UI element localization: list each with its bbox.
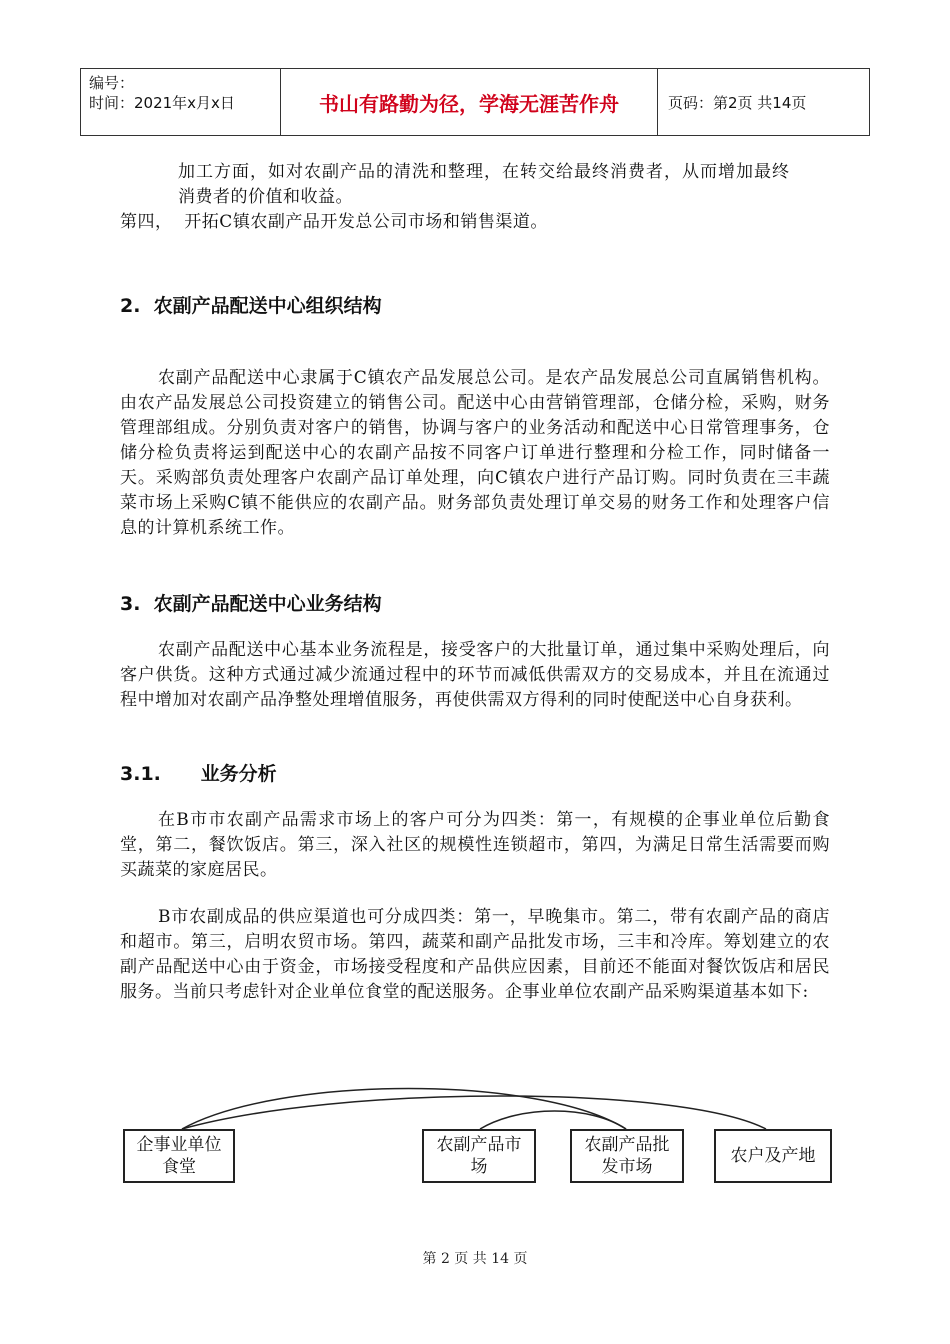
- page-footer: 第 2 页 共 14 页: [422, 1251, 528, 1267]
- section-3-1-title: 3.1. 业务分析: [120, 763, 277, 785]
- box-wholesale-market: 农副产品批 发市场: [570, 1129, 684, 1183]
- code-label: 编号：: [89, 74, 135, 92]
- arc-market-to-wholesale: [480, 1111, 626, 1129]
- document-body: [120, 160, 830, 1005]
- item-four: 第四， 开拓C镇农副产品开发总公司市场和销售渠道。: [120, 212, 548, 232]
- section-2-title: 2. 农副产品配送中心组织结构: [120, 295, 382, 317]
- box-produce-market: 农副产品市 场: [422, 1129, 536, 1183]
- continued-line-2: 消费者的价值和收益。: [178, 187, 353, 207]
- continued-item: [120, 160, 830, 210]
- section-3-1-para-1: 在B市市农副产品需求市场上的客户可分为四类：第一，有规模的企事业单位后勤食堂，第二，餐饮饭店。第三，深入社区的规模性连锁超市，第四，为满足日常生活需要而购买蔬菜的家庭居民。: [120, 810, 830, 880]
- continued-line-1: 加工方面，如对农副产品的清洗和整理，在转交给最终消费者，从而增加最终: [178, 162, 790, 182]
- header-motto: 书山有路勤为径，学海无涯苦作舟: [281, 69, 658, 135]
- time-label: 时间：2021年x月x日: [89, 94, 235, 112]
- section-3-1-para-2: B市农副成品的供应渠道也可分成四类：第一，早晚集市。第二，带有农副产品的商店和超市。第三，启明农贸市场。第四，蔬菜和副产品批发市场，三丰和冷库。筹划建立的农副产品配送中心由于资金，市场接受程度和产品供应因素，目前还不能面对餐饮饭店和居民服务。当前只考虑针对企业单位食堂的配送服务。企事业单位农副产品采购渠道基本如下:: [120, 907, 830, 1002]
- box-enterprise-canteen: 企事业单位 食堂: [123, 1129, 235, 1183]
- arc-canteen-to-wholesale: [182, 1089, 626, 1130]
- section-3-body: 农副产品配送中心基本业务流程是，接受客户的大批量订单，通过集中采购处理后，向客户供货。这种方式通过减少流通过程中的环节而减低供需双方的交易成本，并且在流通过程中增加对农副产品净整处理增值服务，再使供需双方得利的同时使配送中心自身获利。: [120, 640, 830, 710]
- header-meta: [81, 69, 281, 135]
- section-2-body: 农副产品配送中心隶属于C镇农产品发展总公司。是农产品发展总公司直属销售机构。由农产品发展总公司投资建立的销售公司。配送中心由营销管理部，仓储分检，采购，财务管理部组成。分别负责对客户的销售，协调与客户的业务活动和配送中心日常管理事务，仓储分检负责将运到配送中心的农副产品按不同客户订单进行整理和分检工作，同时储备一天。采购部负责处理客户农副产品订单处理，向C镇农户进行产品订购。同时负责在三丰蔬菜市场上采购C镇不能供应的农副产品。财务部负责处理订单交易的财务工作和处理客户信息的计算机系统工作。: [120, 368, 830, 538]
- page-header: [80, 68, 870, 136]
- header-page-info: 页码：第2页 共14页: [668, 93, 807, 112]
- section-3-title: 3. 农副产品配送中心业务结构: [120, 593, 382, 615]
- box-farmers-origin: 农户及产地: [714, 1129, 832, 1183]
- procurement-channel-diagram: [120, 1085, 832, 1195]
